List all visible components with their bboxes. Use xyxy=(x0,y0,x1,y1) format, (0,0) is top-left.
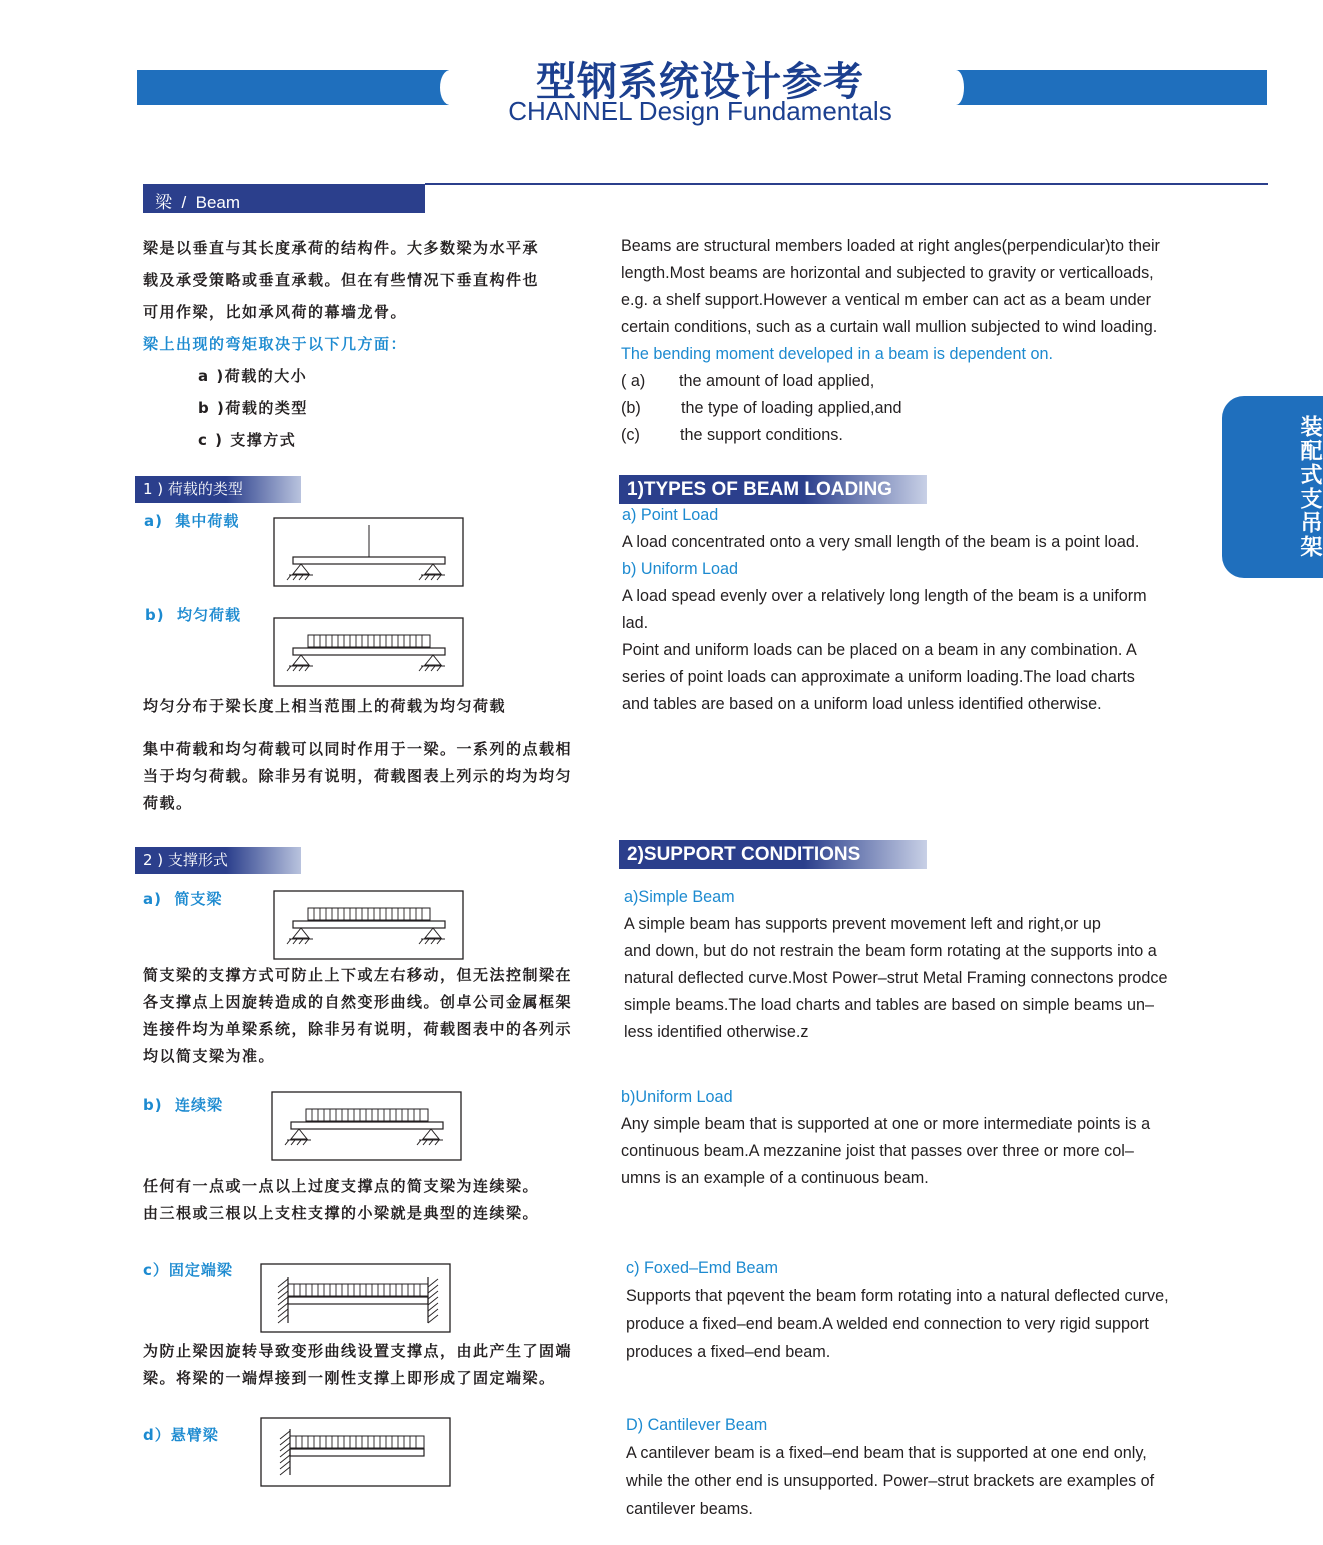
fixed-cn-line: 梁。将梁的一端焊接到一刚性支撑上即形成了固定端梁。 xyxy=(143,1369,556,1387)
section-title: 梁 / Beam xyxy=(155,193,241,212)
continuous-cn-line: 任何有一点或一点以上过度支撑点的简支梁为连续梁。 xyxy=(143,1177,540,1195)
simple-desc-cn xyxy=(143,962,613,1070)
continuous-en-line: continuous beam.A mezzanine joist that passes over three or more col– xyxy=(621,1142,1134,1160)
cantilever-beam-diagram xyxy=(260,1417,451,1487)
uniform-desc-en-line: Point and uniform loads can be placed on a beam in any combination. A xyxy=(622,641,1137,659)
simple-cn-line: 各支撑点上因旋转造成的自然变形曲线。创卓公司金属框架 xyxy=(143,993,573,1011)
uniform-load-label-cn: b) 均匀荷载 xyxy=(145,606,242,624)
intro-cn-list-item: c ) 支撑方式 xyxy=(198,431,297,449)
point-load-diagram xyxy=(273,517,464,587)
fixed-beam-en xyxy=(626,1254,1226,1366)
intro-en-line: Beams are structural members loaded at right angles(perpendicular)to their xyxy=(621,237,1160,255)
intro-en-bending: The bending moment developed in a beam is dependent on. xyxy=(621,345,1053,363)
uniform-load-diagram xyxy=(273,617,464,687)
support-heading-cn: 2 ) 支撑形式 xyxy=(135,847,301,874)
cantilever-en-line: A cantilever beam is a fixed–end beam that is supported at one end only, xyxy=(626,1444,1147,1462)
list-text: the support conditions. xyxy=(680,426,843,444)
loading-heading-en: 1)TYPES OF BEAM LOADING xyxy=(619,475,927,504)
continuous-beam-en xyxy=(621,1084,1221,1192)
simple-cn-line: 简支梁的支撑方式可防止上下或左右移动，但无法控制梁在 xyxy=(143,966,573,984)
support-heading-en: 2)SUPPORT CONDITIONS xyxy=(619,840,927,869)
uniform-desc-en-line: lad. xyxy=(622,614,649,632)
list-text: the type of loading applied,and xyxy=(681,399,902,417)
simple-cn-line: 均以简支梁为准。 xyxy=(143,1047,276,1065)
intro-en-list-item xyxy=(621,422,1221,449)
cantilever-en-line: while the other end is unsupported. Power–strut brackets are examples of xyxy=(626,1472,1155,1490)
uniform-desc-en-line: and tables are based on a uniform load unless identified otherwise. xyxy=(622,695,1102,713)
intro-cn-line: 梁是以垂直与其长度承荷的结构件。大多数梁为水平承 xyxy=(143,239,540,257)
uniform-load-label-en: b) Uniform Load xyxy=(622,560,739,578)
list-key: (b) xyxy=(621,399,641,417)
fixed-en-line: produce a fixed–end beam.A welded end connection to very rigid support xyxy=(626,1315,1149,1333)
simple-beam-en xyxy=(624,884,1224,1046)
combo-cn-line: 当于均匀荷载。除非另有说明，荷载图表上列示的均为均匀 xyxy=(143,767,573,785)
header-band-right xyxy=(955,70,1267,105)
header-band-left-cap xyxy=(440,70,460,105)
page-title-en: CHANNEL Design Fundamentals xyxy=(508,96,892,126)
simple-en-line: simple beams.The load charts and tables are based on simple beams un– xyxy=(624,996,1154,1014)
continuous-beam-diagram xyxy=(271,1091,462,1161)
continuous-beam-label-en: b)Uniform Load xyxy=(621,1088,733,1106)
simple-en-line: A simple beam has supports prevent movement left and right,or up xyxy=(624,915,1101,933)
intro-en xyxy=(621,233,1221,449)
continuous-en-line: Any simple beam that is supported at one or more intermediate points is a xyxy=(621,1115,1151,1133)
combo-cn-line: 集中荷载和均匀荷载可以同时作用于一梁。一系列的点载相 xyxy=(143,740,573,758)
fixed-desc-cn xyxy=(143,1338,613,1392)
intro-cn xyxy=(143,232,613,456)
intro-cn-list-item: a )荷载的大小 xyxy=(198,367,308,385)
fixed-en-line: Supports that pqevent the beam form rotating into a natural deflected curve, xyxy=(626,1287,1169,1305)
simple-en-line: less identified otherwise.z xyxy=(624,1023,809,1041)
simple-en-line: and down, but do not restrain the beam form rotating at the supports into a xyxy=(624,942,1157,960)
list-key: (c) xyxy=(621,426,640,444)
intro-en-line: length.Most beams are horizontal and subjected to gravity or verticalloads, xyxy=(621,264,1154,282)
cantilever-en-line: cantilever beams. xyxy=(626,1500,753,1518)
point-load-label-cn: a) 集中荷载 xyxy=(144,512,240,530)
uniform-desc-en-line: series of point loads can approximate a uniform loading.The load charts xyxy=(622,668,1135,686)
simple-beam-label-en: a)Simple Beam xyxy=(624,888,735,906)
intro-en-line: e.g. a shelf support.However a ventical m ember can act as a beam under xyxy=(621,291,1151,309)
uniform-desc-en-line: A load spead evenly over a relatively long length of the beam is a uniform xyxy=(622,587,1147,605)
loading-heading-cn: 1 ) 荷载的类型 xyxy=(135,476,301,503)
list-text: the amount of load applied, xyxy=(679,372,875,390)
fixed-beam-diagram xyxy=(260,1263,451,1333)
intro-cn-line: 可用作梁，比如承风荷的幕墙龙骨。 xyxy=(143,303,408,321)
simple-cn-line: 连接件均为单梁系统，除非另有说明，荷载图表中的各列示 xyxy=(143,1020,573,1038)
page-title-cn: 型钢系统设计参考 xyxy=(536,59,864,105)
simple-en-line: natural deflected curve.Most Power–strut Metal Framing connectons prodce xyxy=(624,969,1168,987)
section-title-bar xyxy=(143,184,425,213)
fixed-beam-label-cn: c）固定端梁 xyxy=(143,1261,233,1279)
continuous-beam-label-cn: b) 连续梁 xyxy=(143,1096,224,1114)
side-tab[interactable]: 装配式支吊架 xyxy=(1222,396,1323,578)
fixed-beam-label-en: c) Foxed–Emd Beam xyxy=(626,1259,779,1277)
intro-en-list-item xyxy=(621,395,1221,422)
uniform-desc-cn: 均匀分布于梁长度上相当范围上的荷载为均匀荷载 xyxy=(143,697,507,715)
point-load-desc-en: A load concentrated onto a very small length of the beam is a point load. xyxy=(622,533,1140,551)
continuous-en-line: umns is an example of a continuous beam. xyxy=(621,1169,929,1187)
intro-cn-line: 载及承受策略或垂直承载。但在有些情况下垂直构件也 xyxy=(143,271,540,289)
continuous-desc-cn xyxy=(143,1173,613,1227)
intro-cn-list-item: b )荷载的类型 xyxy=(198,399,308,417)
fixed-cn-line: 为防止梁因旋转导致变形曲线设置支撑点，由此产生了固端 xyxy=(143,1342,573,1360)
simple-beam-label-cn: a) 简支梁 xyxy=(143,890,223,908)
point-load-label-en: a) Point Load xyxy=(622,506,719,524)
intro-en-list-item xyxy=(621,368,1221,395)
continuous-cn-line: 由三根或三根以上支柱支撑的小梁就是典型的连续梁。 xyxy=(143,1204,540,1222)
header-band-left xyxy=(137,70,449,105)
intro-en-line: certain conditions, such as a curtain wall mullion subjected to wind loading. xyxy=(621,318,1158,336)
header-band-right-cap xyxy=(948,70,964,105)
section-divider xyxy=(425,183,1268,185)
fixed-en-line: produces a fixed–end beam. xyxy=(626,1343,831,1361)
loading-en xyxy=(622,502,1222,718)
list-key: ( a) xyxy=(621,372,646,390)
cantilever-beam-label-cn: d）悬臂梁 xyxy=(143,1426,219,1444)
combo-desc-cn xyxy=(143,736,613,817)
intro-cn-bending: 梁上出现的弯矩取决于以下几方面： xyxy=(143,335,408,353)
simple-beam-diagram xyxy=(273,890,464,960)
cantilever-beam-label-en: D) Cantilever Beam xyxy=(626,1416,768,1434)
combo-cn-line: 荷载。 xyxy=(143,794,193,812)
cantilever-beam-en xyxy=(626,1411,1226,1523)
